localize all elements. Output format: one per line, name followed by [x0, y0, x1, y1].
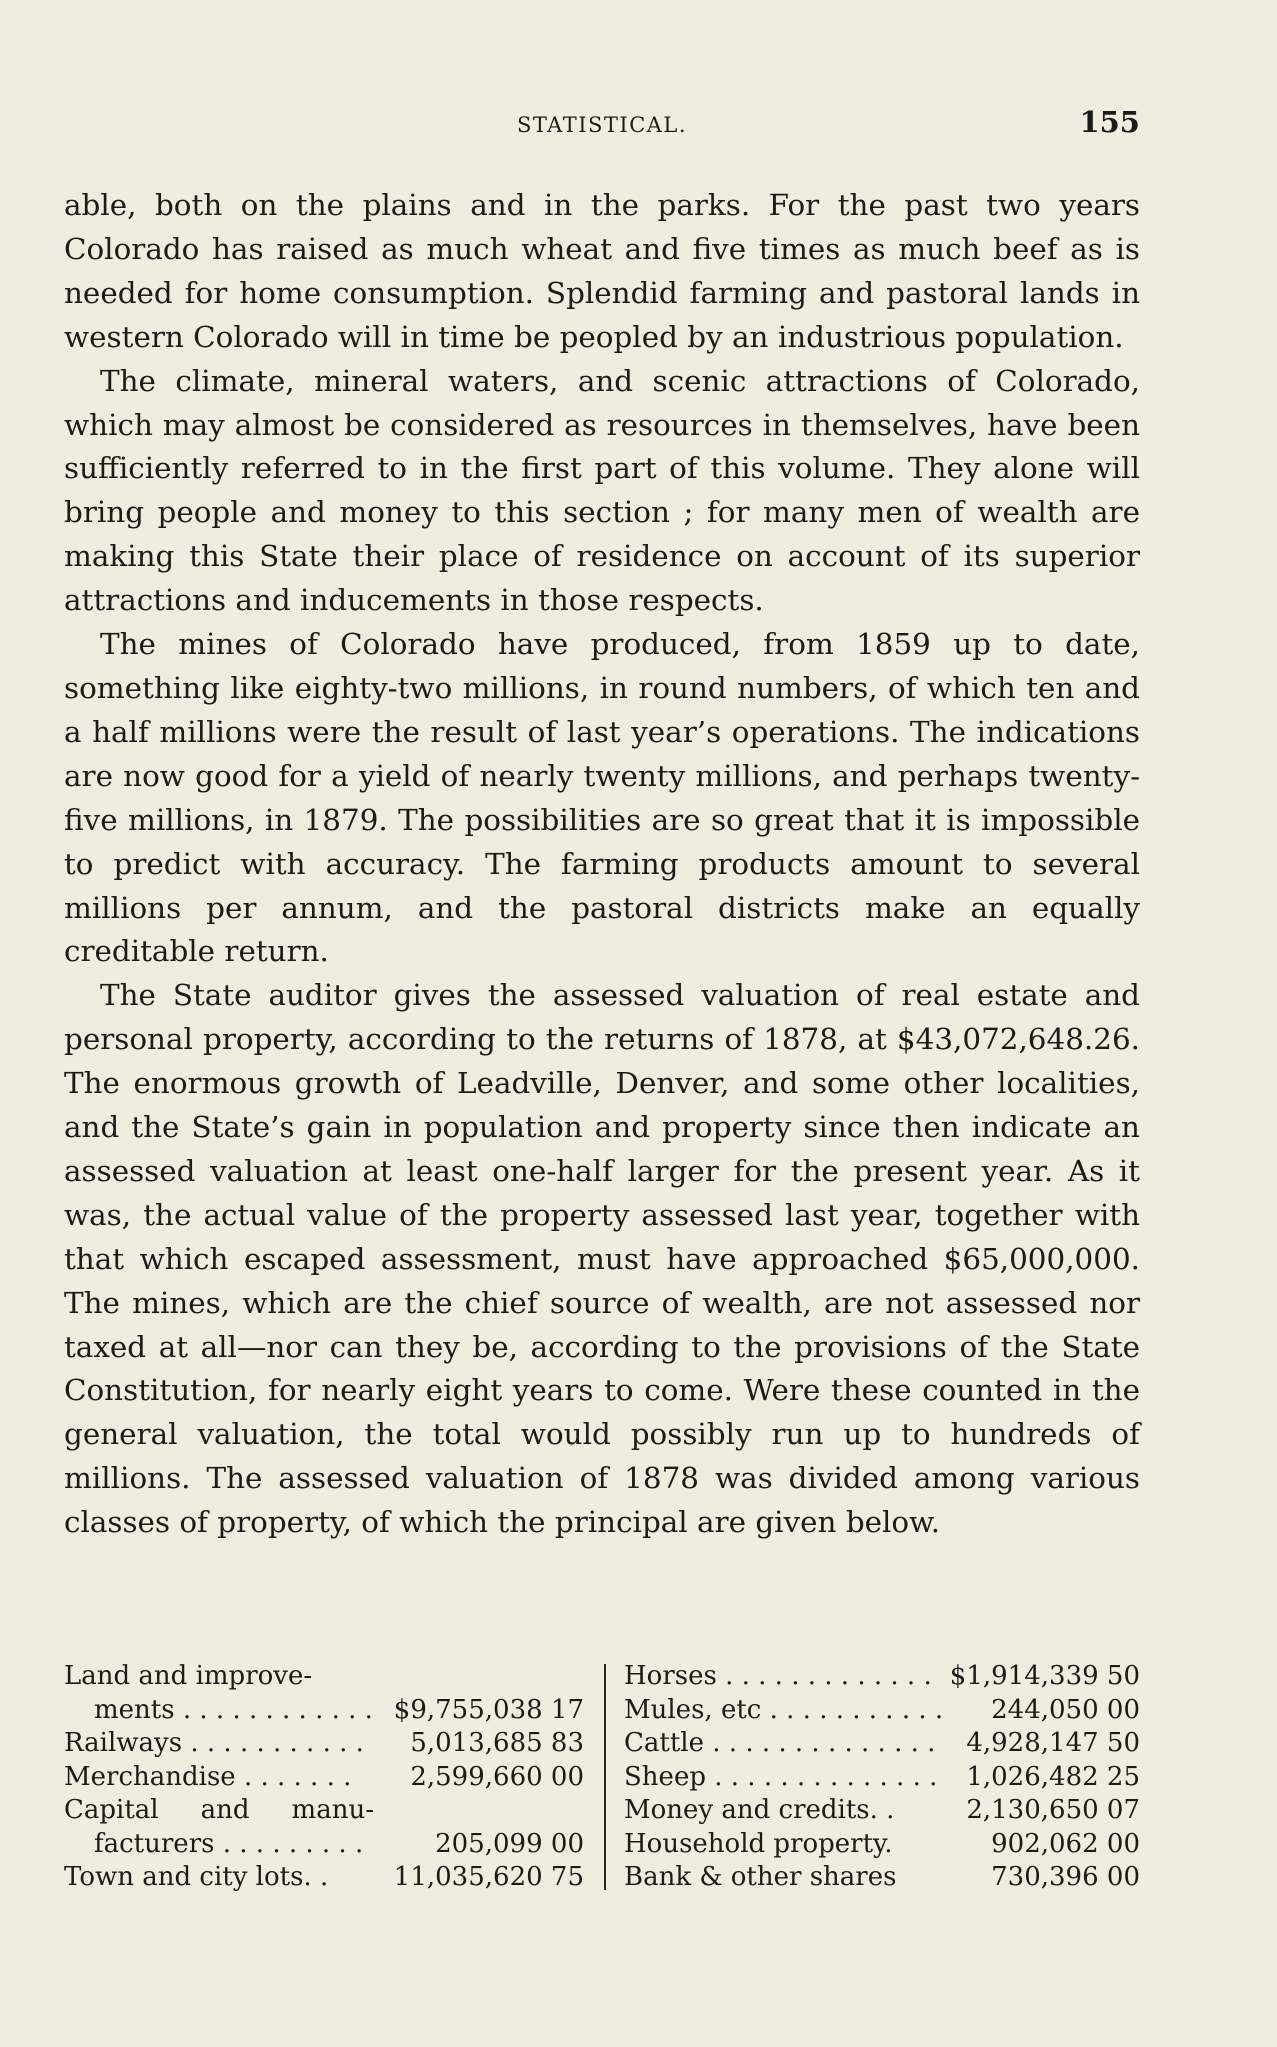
row-label: Horses . . . . . . . . . . . . .: [624, 1661, 932, 1691]
page-header: [64, 105, 1140, 145]
row-value: $9,755,038 17: [393, 1694, 584, 1725]
table-row: [624, 1828, 1140, 1862]
row-value: 902,062 00: [991, 1828, 1140, 1859]
row-value: 1,026,482 25: [966, 1761, 1140, 1792]
paragraph: The State auditor gives the assessed valuation of real estate and personal property, according to the returns of 1878, at $43,072,648.26. The enormous growth of Leadville, Denver, and some other localities, and the State’s gain in population and property since then indicate an assessed valuation at least one-half larger for the present year. As it was, the actual value of the property assessed last year, together with that which escaped assessment, must have approached $65,000,000. The mines, which are the chief source of wealth, are not assessed nor taxed at all—nor can they be, according to the provisions of the State Constitution, for nearly eight years to come. Were these counted in the general valuation, the total would possibly run up to hundreds of millions. The assessed valuation of 1878 was divided among various classes of property, of which the principal are given below.: [64, 978, 1140, 1540]
table-row: [624, 1727, 1140, 1761]
row-value: 11,035,620 75: [393, 1862, 584, 1892]
valuation-column-right: [624, 1660, 1140, 1895]
table-row: [64, 1660, 584, 1694]
table-row: [624, 1694, 1140, 1728]
row-label: Cattle . . . . . . . . . . . . . .: [624, 1728, 936, 1758]
row-label-word: manu-: [291, 1795, 374, 1825]
row-value: 2,599,660 00: [410, 1761, 584, 1792]
paragraph: able, both on the plains and in the parks. For the past two years Colorado has raised as much wheat and five times as much beef as is needed for home consumption. Splendid farming and pastoral lands in western Colorado will in time be peopled by an industrious population.: [64, 188, 1140, 354]
row-value: 205,099 00: [435, 1828, 584, 1859]
row-label: facturers . . . . . . . . .: [94, 1828, 364, 1859]
row-value: $1,914,339 50: [949, 1661, 1140, 1691]
table-row: [624, 1794, 1140, 1828]
row-value: 244,050 00: [991, 1694, 1140, 1725]
row-label: Bank & other shares: [624, 1862, 897, 1892]
row-label: Merchandise . . . . . . .: [64, 1761, 352, 1792]
row-label: Sheep . . . . . . . . . . . . . .: [624, 1761, 938, 1792]
valuation-table: [64, 1660, 1140, 1900]
row-label: Town and city lots. .: [64, 1862, 329, 1892]
row-label: ments . . . . . . . . . . . .: [94, 1694, 373, 1725]
row-label-word: Capital: [64, 1795, 159, 1825]
paragraph: The climate, mineral waters, and scenic attractions of Colorado, which may almost be considered as resources in themselves, have been sufficiently referred to in the first part of this volume. They alone will bring people and money to this section ; for many men of wealth are making this State their place of residence on account of its superior attractions and inducements in those respects.: [64, 363, 1140, 618]
table-row: [64, 1794, 584, 1828]
row-label: [64, 1794, 374, 1828]
column-divider: [604, 1664, 606, 1890]
row-value: 5,013,685 83: [410, 1728, 584, 1758]
table-row: [64, 1694, 584, 1728]
page-number: 155: [1079, 105, 1140, 139]
body-text: [64, 184, 1140, 1545]
row-label: Land and improve-: [64, 1661, 313, 1691]
table-row: [64, 1727, 584, 1761]
row-value: 4,928,147 50: [966, 1728, 1140, 1758]
table-row: [64, 1828, 584, 1862]
running-head: STATISTICAL.: [516, 113, 688, 137]
table-row: [64, 1761, 584, 1795]
paragraph: The mines of Colorado have produced, from 1859 up to date, something like eighty-two millions, in round numbers, of which ten and a half millions were the result of last year’s operations. The indications are now good for a yield of nearly twenty millions, and perhaps twenty-five millions, in 1879. The possibilities are so great that it is impossible to predict with accuracy. The farming products amount to several millions per annum, and the pastoral districts make an equally creditable return.: [64, 627, 1140, 969]
row-label-word: and: [200, 1795, 250, 1825]
row-value: 2,130,650 07: [966, 1795, 1140, 1825]
table-row: [64, 1861, 584, 1895]
row-label: Mules, etc . . . . . . . . . . .: [624, 1694, 944, 1725]
table-row: [624, 1861, 1140, 1895]
row-label: Railways . . . . . . . . . . .: [64, 1728, 364, 1758]
valuation-column-left: [64, 1660, 584, 1895]
table-row: [624, 1761, 1140, 1795]
row-label: Money and credits. .: [624, 1795, 895, 1825]
row-value: 730,396 00: [991, 1862, 1140, 1892]
row-label: Household property.: [624, 1828, 893, 1859]
table-row: [624, 1660, 1140, 1694]
